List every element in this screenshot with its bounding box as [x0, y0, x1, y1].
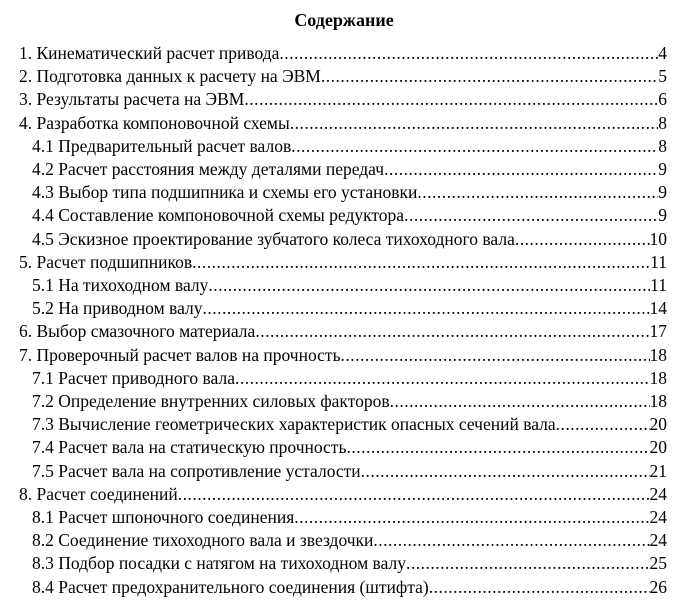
toc-entry-title: 7.5 Расчет вала на сопротивление усталости	[32, 460, 361, 481]
toc-page-number: 11	[650, 251, 667, 272]
toc-leader-dots	[373, 529, 649, 552]
toc-entry-title: 7.4 Расчет вала на статическую прочность	[32, 437, 347, 458]
toc-entry-title: 1. Кинематический расчет привода	[19, 43, 280, 63]
toc-entry-title: 4.2 Расчет расстояния между деталями передач	[32, 159, 385, 179]
toc-entry-title: 8.1 Расчет шпоночного соединения	[32, 507, 295, 527]
toc-entry-title: 3. Результаты расчета на ЭВМ	[19, 89, 245, 110]
toc-entry-title: 7. Проверочный расчет валов на прочность	[19, 344, 341, 365]
toc-leader-dots	[429, 576, 650, 599]
toc-leader-dots	[244, 88, 658, 111]
toc-entry	[32, 367, 667, 390]
toc-leader-dots	[556, 413, 650, 436]
toc-entry	[32, 460, 667, 483]
toc-leader-dots	[361, 460, 650, 483]
page-title: Содержание	[294, 10, 394, 30]
toc-entry	[32, 506, 667, 529]
toc-entry	[32, 552, 667, 575]
toc-entry	[19, 320, 667, 343]
toc-page-number: 25	[649, 553, 667, 574]
toc-entry-title: 7.1 Расчет приводного вала	[32, 367, 235, 388]
toc-page-number: 24	[649, 483, 667, 504]
toc-page-number: 9	[658, 182, 667, 203]
toc-entry	[32, 228, 667, 251]
toc-page-number: 9	[658, 159, 667, 179]
toc-entry	[19, 88, 667, 111]
toc-leader-dots	[321, 65, 658, 88]
toc-entry-title: 4.3 Выбор типа подшипника и схемы его установки	[32, 182, 418, 203]
toc-entry	[19, 42, 667, 65]
toc-page-number: 8	[658, 112, 667, 133]
toc-entry-title: 8. Расчет соединений	[19, 483, 178, 504]
toc-page-number: 18	[649, 367, 667, 388]
toc-page-number: 10	[649, 228, 667, 249]
toc-entry-title: 8.3 Подбор посадки с натягом на тихоходном валу	[32, 553, 406, 574]
toc-entry	[32, 390, 667, 413]
toc-entry-title: 4.5 Эскизное проектирование зубчатого колеса тихоходного вала	[32, 228, 515, 249]
toc-entry-title: 7.2 Определение внутренних силовых факторов	[32, 391, 390, 411]
toc-leader-dots	[290, 112, 658, 135]
toc-entry	[32, 413, 667, 436]
toc-page-number: 24	[649, 507, 667, 527]
toc-entry-title: 5. Расчет подшипников	[19, 251, 193, 272]
toc-entry-title: 5.2 На приводном валу	[32, 298, 203, 319]
toc-entry	[19, 483, 667, 506]
toc-entry	[32, 135, 667, 158]
toc-entry-title: 4.1 Предварительный расчет валов	[32, 135, 292, 156]
toc-entry	[32, 204, 667, 227]
toc-page-number: 5	[658, 66, 667, 87]
toc-leader-dots	[390, 390, 650, 413]
toc-page-number: 6	[658, 89, 667, 110]
toc-entry-title: 4.4 Составление компоновочной схемы редуктора	[32, 205, 405, 226]
toc-entry	[32, 274, 667, 297]
toc-leader-dots	[346, 436, 649, 459]
toc-page-number: 18	[649, 391, 667, 411]
toc-leader-dots	[235, 367, 650, 390]
toc-page-number: 14	[649, 298, 667, 319]
toc-entry	[32, 576, 667, 599]
toc-entry-title: 6. Выбор смазочного материала	[19, 321, 256, 342]
toc-leader-dots	[417, 181, 658, 204]
toc-page-number: 20	[649, 437, 667, 458]
toc-leader-dots	[208, 274, 650, 297]
toc-page-number: 21	[649, 460, 667, 481]
toc-page-number: 4	[658, 43, 667, 63]
toc-page-number: 11	[650, 275, 667, 295]
toc-page-number: 8	[658, 135, 667, 156]
toc-entry-title: 7.3 Вычисление геометрических характеристик опасных сечений вала	[32, 414, 556, 435]
toc-leader-dots	[255, 320, 649, 343]
toc-entry	[32, 158, 667, 181]
toc-leader-dots	[291, 135, 658, 158]
toc-leader-dots	[178, 483, 650, 506]
toc-entry	[32, 436, 667, 459]
toc-leader-dots	[384, 158, 658, 181]
toc-page-number: 9	[658, 205, 667, 226]
toc-leader-dots	[406, 552, 650, 575]
toc-page-number: 20	[649, 414, 667, 435]
toc-entry	[19, 251, 667, 274]
toc-leader-dots	[294, 506, 649, 529]
toc-entry	[19, 112, 667, 135]
toc-leader-dots	[279, 42, 658, 65]
toc-entry	[19, 344, 667, 367]
toc-entry	[19, 65, 667, 88]
toc-entry	[32, 529, 667, 552]
toc-entry-title: 8.4 Расчет предохранительного соединения (штифта)	[32, 576, 429, 597]
toc-page-number: 24	[649, 530, 667, 551]
toc-leader-dots	[202, 297, 649, 320]
toc-entry-title: 4. Разработка компоновочной схемы	[19, 112, 290, 133]
toc-page-number: 18	[649, 344, 667, 365]
toc-leader-dots	[341, 344, 650, 367]
toc-leader-dots	[404, 204, 658, 227]
toc-entry	[32, 181, 667, 204]
toc-entry	[32, 297, 667, 320]
toc-page-number: 17	[649, 321, 667, 342]
toc-entry-title: 5.1 На тихоходном валу	[32, 275, 209, 295]
toc-leader-dots	[515, 228, 650, 251]
toc-entry-title: 2. Подготовка данных к расчету на ЭВМ	[19, 66, 321, 87]
toc-entry-title: 8.2 Соединение тихоходного вала и звездочки	[32, 530, 374, 551]
toc-leader-dots	[192, 251, 650, 274]
toc-page-number: 26	[649, 576, 667, 597]
